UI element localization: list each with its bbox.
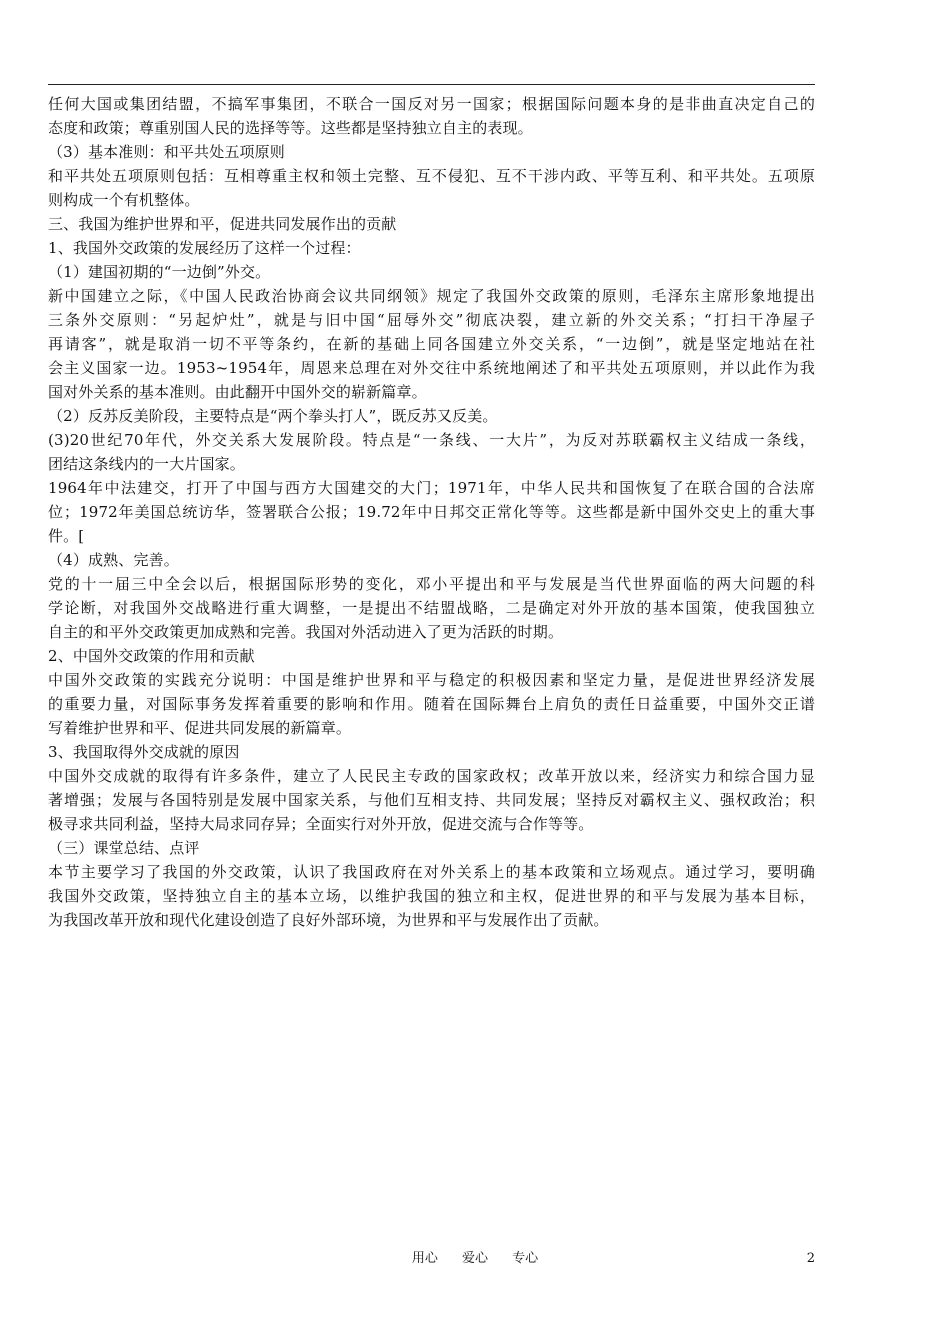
text-line: 的重要力量，对国际事务发挥着重要的影响和作用。随着在国际舞台上肩负的责任日益重要，中国外交正谱 [48, 695, 815, 713]
text-line: 学论断，对我国外交战略进行重大调整，一是提出不结盟战略，二是确定对外开放的基本国策，使我国独立 [48, 599, 815, 617]
text-line: 任何大国或集团结盟，不搞军事集团，不联合一国反对另一国家；根据国际问题本身的是非曲直决定自己的 [48, 95, 815, 113]
text-line: 件。[ [48, 527, 85, 545]
text-line: 本节主要学习了我国的外交政策，认识了我国政府在对外关系上的基本政策和立场观点。通过学习，要明确 [48, 863, 815, 881]
text-line: 1964年中法建交，打开了中国与西方大国建交的大门；1971年，中华人民共和国恢复了在联合国的合法席 [48, 479, 815, 497]
text-line: （3）基本准则：和平共处五项原则 [48, 143, 285, 161]
text-line: 态度和政策；尊重别国人民的选择等等。这些都是坚持独立自主的表现。 [48, 119, 533, 137]
text-line: 3、我国取得外交成就的原因 [48, 743, 240, 761]
text-line: （三）课堂总结、点评 [48, 839, 200, 857]
page-number: 2 [806, 1251, 815, 1266]
footer-motto: 用心 爱心 专心 [411, 1251, 539, 1266]
text-line: 极寻求共同利益，坚持大局求同存异；全面实行对外开放，促进交流与合作等等。 [48, 815, 594, 833]
text-line: 党的十一届三中全会以后，根据国际形势的变化，邓小平提出和平与发展是当代世界面临的两大问题的科 [48, 575, 815, 593]
text-line: 中国外交成就的取得有许多条件，建立了人民民主专政的国家政权；改革开放以来，经济实力和综合国力显 [48, 767, 815, 785]
text-line: 中国外交政策的实践充分说明：中国是维护世界和平与稳定的积极因素和坚定力量，是促进世界经济发展 [48, 671, 815, 689]
text-line: 1、我国外交政策的发展经历了这样一个过程： [48, 239, 361, 257]
text-line: 自主的和平外交政策更加成熟和完善。我国对外活动进入了更为活跃的时期。 [48, 623, 564, 641]
text-line: 为我国改革开放和现代化建设创造了良好外部环境，为世界和平与发展作出了贡献。 [48, 911, 609, 929]
text-line: 著增强；发展与各国特别是发展中国家关系，与他们互相支持、共同发展；坚持反对霸权主义、强权政治；积 [48, 791, 815, 809]
text-line: (3)20世纪70年代，外交关系大发展阶段。特点是“一条线、一大片”，为反对苏联霸权主义结成一条线， [48, 431, 815, 449]
text-line: （2）反苏反美阶段，主要特点是“两个拳头打人”，既反苏又反美。 [48, 407, 498, 425]
text-line: （4）成熟、完善。 [48, 551, 179, 569]
text-line: 再请客”，就是取消一切不平等条约，在新的基础上同各国建立外交关系，“一边倒”，就是坚定地站在社 [48, 335, 815, 353]
text-line: 我国外交政策，坚持独立自主的基本立场，以维护我国的独立和主权，促进世界的和平与发展为基本目标， [48, 887, 815, 905]
text-line: 三、我国为维护世界和平，促进共同发展作出的贡献 [48, 215, 397, 233]
header-rule [48, 84, 815, 85]
text-line: （1）建国初期的“一边倒”外交。 [48, 263, 271, 281]
text-line: 三条外交原则：“另起炉灶”，就是与旧中国“屈辱外交”彻底决裂，建立新的外交关系；“打扫干净屋子 [48, 311, 815, 329]
text-line: 团结这条线内的一大片国家。 [48, 455, 245, 473]
text-line: 会主义国家一边。1953~1954年，周恩来总理在对外交往中系统地阐述了和平共处五项原则，并以此作为我 [48, 359, 815, 377]
text-line: 则构成一个有机整体。 [48, 191, 200, 209]
document-body [48, 92, 815, 932]
text-line: 国对外关系的基本准则。由此翻开中国外交的崭新篇章。 [48, 383, 427, 401]
text-line: 位；1972年美国总统访华，签署联合公报；19.72年中日邦交正常化等等。这些都是新中国外交史上的重大事 [48, 503, 815, 521]
text-line: 和平共处五项原则包括：互相尊重主权和领土完整、互不侵犯、互不干涉内政、平等互利、和平共处。五项原 [48, 167, 815, 185]
text-line: 2、中国外交政策的作用和贡献 [48, 647, 255, 665]
text-line: 写着维护世界和平、促进共同发展的新篇章。 [48, 719, 352, 737]
text-line: 新中国建立之际，《中国人民政治协商会议共同纲领》规定了我国外交政策的原则，毛泽东主席形象地提出 [48, 287, 815, 305]
